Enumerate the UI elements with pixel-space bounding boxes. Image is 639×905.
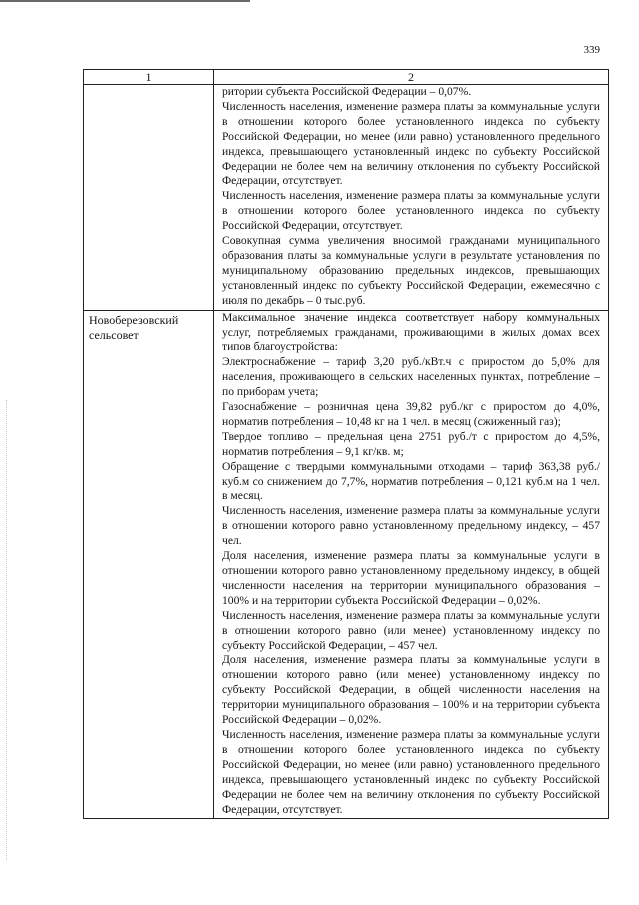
row-content [214, 310, 609, 819]
paragraph: Численность населения, изменение размера платы за коммунальные услуги в отношении которого более установленного индекса по субъекту Российской Федерации, но менее (или равно) установленного предельного индекса, превышающего установленный индекс по субъекту Российской Федерации не более чем на величину отклонения по субъекту Российской Федерации, отсутствует. [222, 727, 600, 816]
paragraph: ритории субъекта Российской Федерации – 0,07%. [222, 85, 472, 98]
paragraph: Твердое топливо – предельная цена 2751 руб./т с приростом до 4,5%, норматив потребления – 9,1 кг/кв. м; [222, 429, 600, 458]
table-header-row [84, 70, 609, 85]
page-number: 339 [583, 44, 600, 56]
paragraph: Доля населения, изменение размера платы за коммунальные услуги в отношении которого равно (или менее) установленному индексу по субъекту Российской Федерации, в общей численности населения на территории муниципального образования – 100% и на территории субъекта Российской Федерации – 0,02%. [222, 653, 600, 727]
table-row [84, 85, 609, 311]
table-row [84, 310, 609, 819]
row-label: Новоберезовский сельсовет [84, 310, 214, 819]
column-header-1: 1 [84, 70, 214, 85]
paragraph: Совокупная сумма увеличения вносимой гражданами муниципального образования платы за коммунальные услуги в результате установления по муниципальному образованию предельных индексов, превышающих установленный индекс по субъекту Российской Федерации, ежемесячно с июля по декабрь – 0 тыс.руб. [222, 234, 600, 307]
paragraph: Доля населения, изменение размера платы за коммунальные услуги в отношении которого равно установленному предельному индексу, в общей численности населения на территории муниципального образования – 100% и на территории субъекта Российской Федерации – 0,02%. [222, 549, 600, 607]
paragraph: Численность населения, изменение размера платы за коммунальные услуги в отношении которого более установленного индекса по субъекту Российской Федерации, отсутствует. [222, 189, 600, 233]
row-content [214, 85, 609, 311]
paragraph: Газоснабжение – розничная цена 39,82 руб./кг с приростом до 4,0%, норматив потребления – 10,48 кг на 1 чел. в месяц (сжиженный газ); [222, 400, 600, 428]
paragraph: Численность населения, изменение размера платы за коммунальные услуги в отношении которого более установленного индекса по субъекту Российской Федерации, но менее (или равно) установленного предельного индекса, превышающего установленный индекс по субъекту Российской Федерации не более чем на величину отклонения по субъекту Российской Федерации, отсутствует. [222, 99, 600, 188]
paragraph: Численность населения, изменение размера платы за коммунальные услуги в отношении которого равно (или менее) установленному индексу по субъекту Российской Федерации, – 457 чел. [222, 608, 600, 652]
row-label [84, 85, 214, 311]
paragraph: Электроснабжение – тариф 3,20 руб./кВт.ч с приростом до 5,0% для населения, проживающего в сельских населенных пунктах, потребление – по приборам учета; [222, 355, 600, 399]
document-table [83, 69, 609, 819]
paragraph: Обращение с твердыми коммунальными отходами – тариф 363,38 руб./куб.м со снижением до 7,7%, норматив потребления – 0,121 куб.м на 1 чел. в месяц. [222, 459, 600, 503]
paragraph: Максимальное значение индекса соответствует набору коммунальных услуг, потребляемых гражданами, проживающими в жилых домах всех типов благоустройства: [222, 310, 600, 354]
column-header-2: 2 [214, 70, 609, 85]
paragraph: Численность населения, изменение размера платы за коммунальные услуги в отношении которого равно установленному предельному индексу, – 457 чел. [222, 504, 600, 548]
scan-margin-marks [6, 400, 9, 860]
top-rule [0, 0, 250, 2]
